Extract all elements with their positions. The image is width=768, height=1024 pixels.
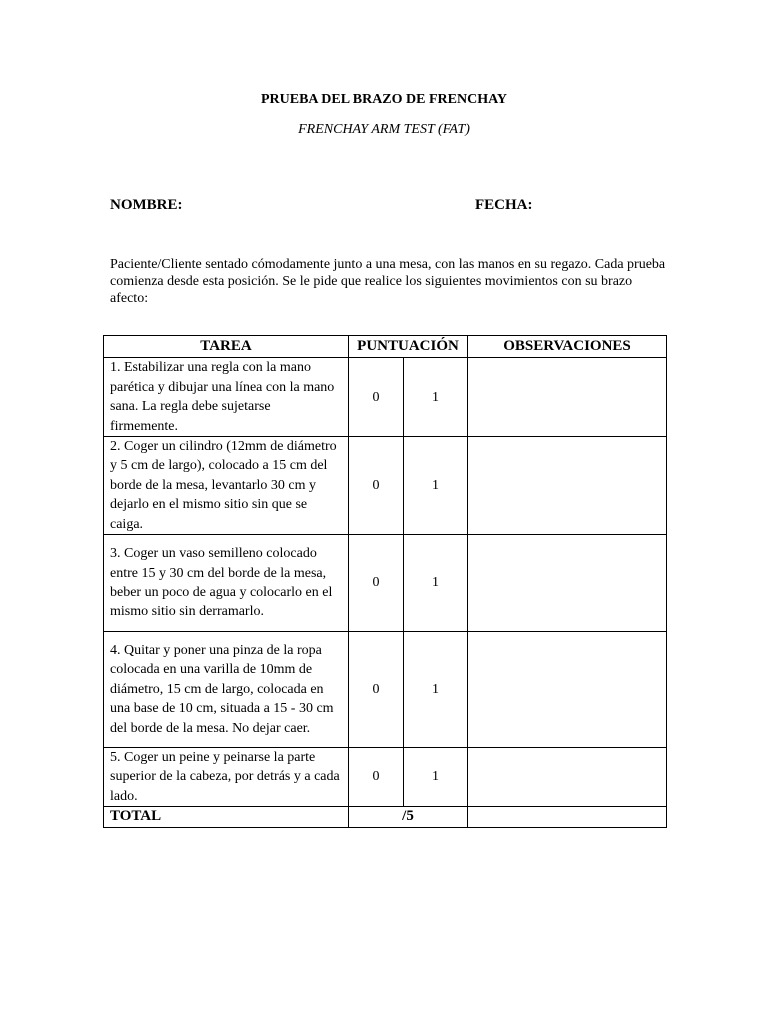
task-cell: 2. Coger un cilindro (12mm de diámetro y 5 cm de largo), colocado a 15 cm del borde de la mesa, levantarlo 30 cm y dejarlo en el mismo sitio sin que se caiga. bbox=[104, 437, 349, 535]
table-header-row bbox=[104, 336, 667, 358]
document-title: PRUEBA DEL BRAZO DE FRENCHAY bbox=[260, 92, 508, 107]
score-one: 1 bbox=[404, 748, 468, 807]
total-score: /5 bbox=[349, 807, 468, 827]
task-cell: 1. Estabilizar una regla con la mano parética y dibujar una línea con la mano sana. La regla debe sujetarse firmemente. bbox=[104, 358, 349, 437]
date-label: FECHA: bbox=[475, 197, 533, 213]
score-zero: 0 bbox=[349, 748, 404, 807]
score-one: 1 bbox=[404, 632, 468, 748]
score-one: 1 bbox=[404, 358, 468, 437]
score-zero: 0 bbox=[349, 358, 404, 437]
total-label: TOTAL bbox=[104, 807, 349, 827]
observations-cell bbox=[468, 437, 667, 535]
intro-paragraph: Paciente/Cliente sentado cómodamente junto a una mesa, con las manos en su regazo. Cada prueba comienza desde esta posición. Se le pide que realice los siguientes movimientos con su brazo afecto: bbox=[110, 257, 666, 306]
fat-table bbox=[103, 335, 667, 828]
document-subtitle: FRENCHAY ARM TEST (FAT) bbox=[298, 122, 470, 137]
score-zero: 0 bbox=[349, 437, 404, 535]
score-one: 1 bbox=[404, 535, 468, 632]
header-task: TAREA bbox=[104, 336, 349, 358]
observations-cell bbox=[468, 535, 667, 632]
header-score: PUNTUACIÓN bbox=[349, 336, 468, 358]
table-row bbox=[104, 358, 667, 437]
score-zero: 0 bbox=[349, 535, 404, 632]
table-row bbox=[104, 535, 667, 632]
observations-cell bbox=[468, 632, 667, 748]
task-cell: 5. Coger un peine y peinarse la parte superior de la cabeza, por detrás y a cada lado. bbox=[104, 748, 349, 807]
total-observations-cell bbox=[468, 807, 667, 827]
table-row bbox=[104, 632, 667, 748]
score-one: 1 bbox=[404, 437, 468, 535]
header-observations: OBSERVACIONES bbox=[468, 336, 667, 358]
table-row bbox=[104, 748, 667, 807]
table-row bbox=[104, 437, 667, 535]
observations-cell bbox=[468, 358, 667, 437]
task-cell: 3. Coger un vaso semilleno colocado entre 15 y 30 cm del borde de la mesa, beber un poco de agua y colocarlo en el mismo sitio sin derramarlo. bbox=[104, 535, 349, 632]
total-row bbox=[104, 807, 667, 827]
score-zero: 0 bbox=[349, 632, 404, 748]
task-cell: 4. Quitar y poner una pinza de la ropa colocada en una varilla de 10mm de diámetro, 15 cm de largo, colocada en una base de 10 cm, situada a 15 - 30 cm del borde de la mesa. No dejar caer. bbox=[104, 632, 349, 748]
observations-cell bbox=[468, 748, 667, 807]
name-label: NOMBRE: bbox=[110, 197, 183, 213]
